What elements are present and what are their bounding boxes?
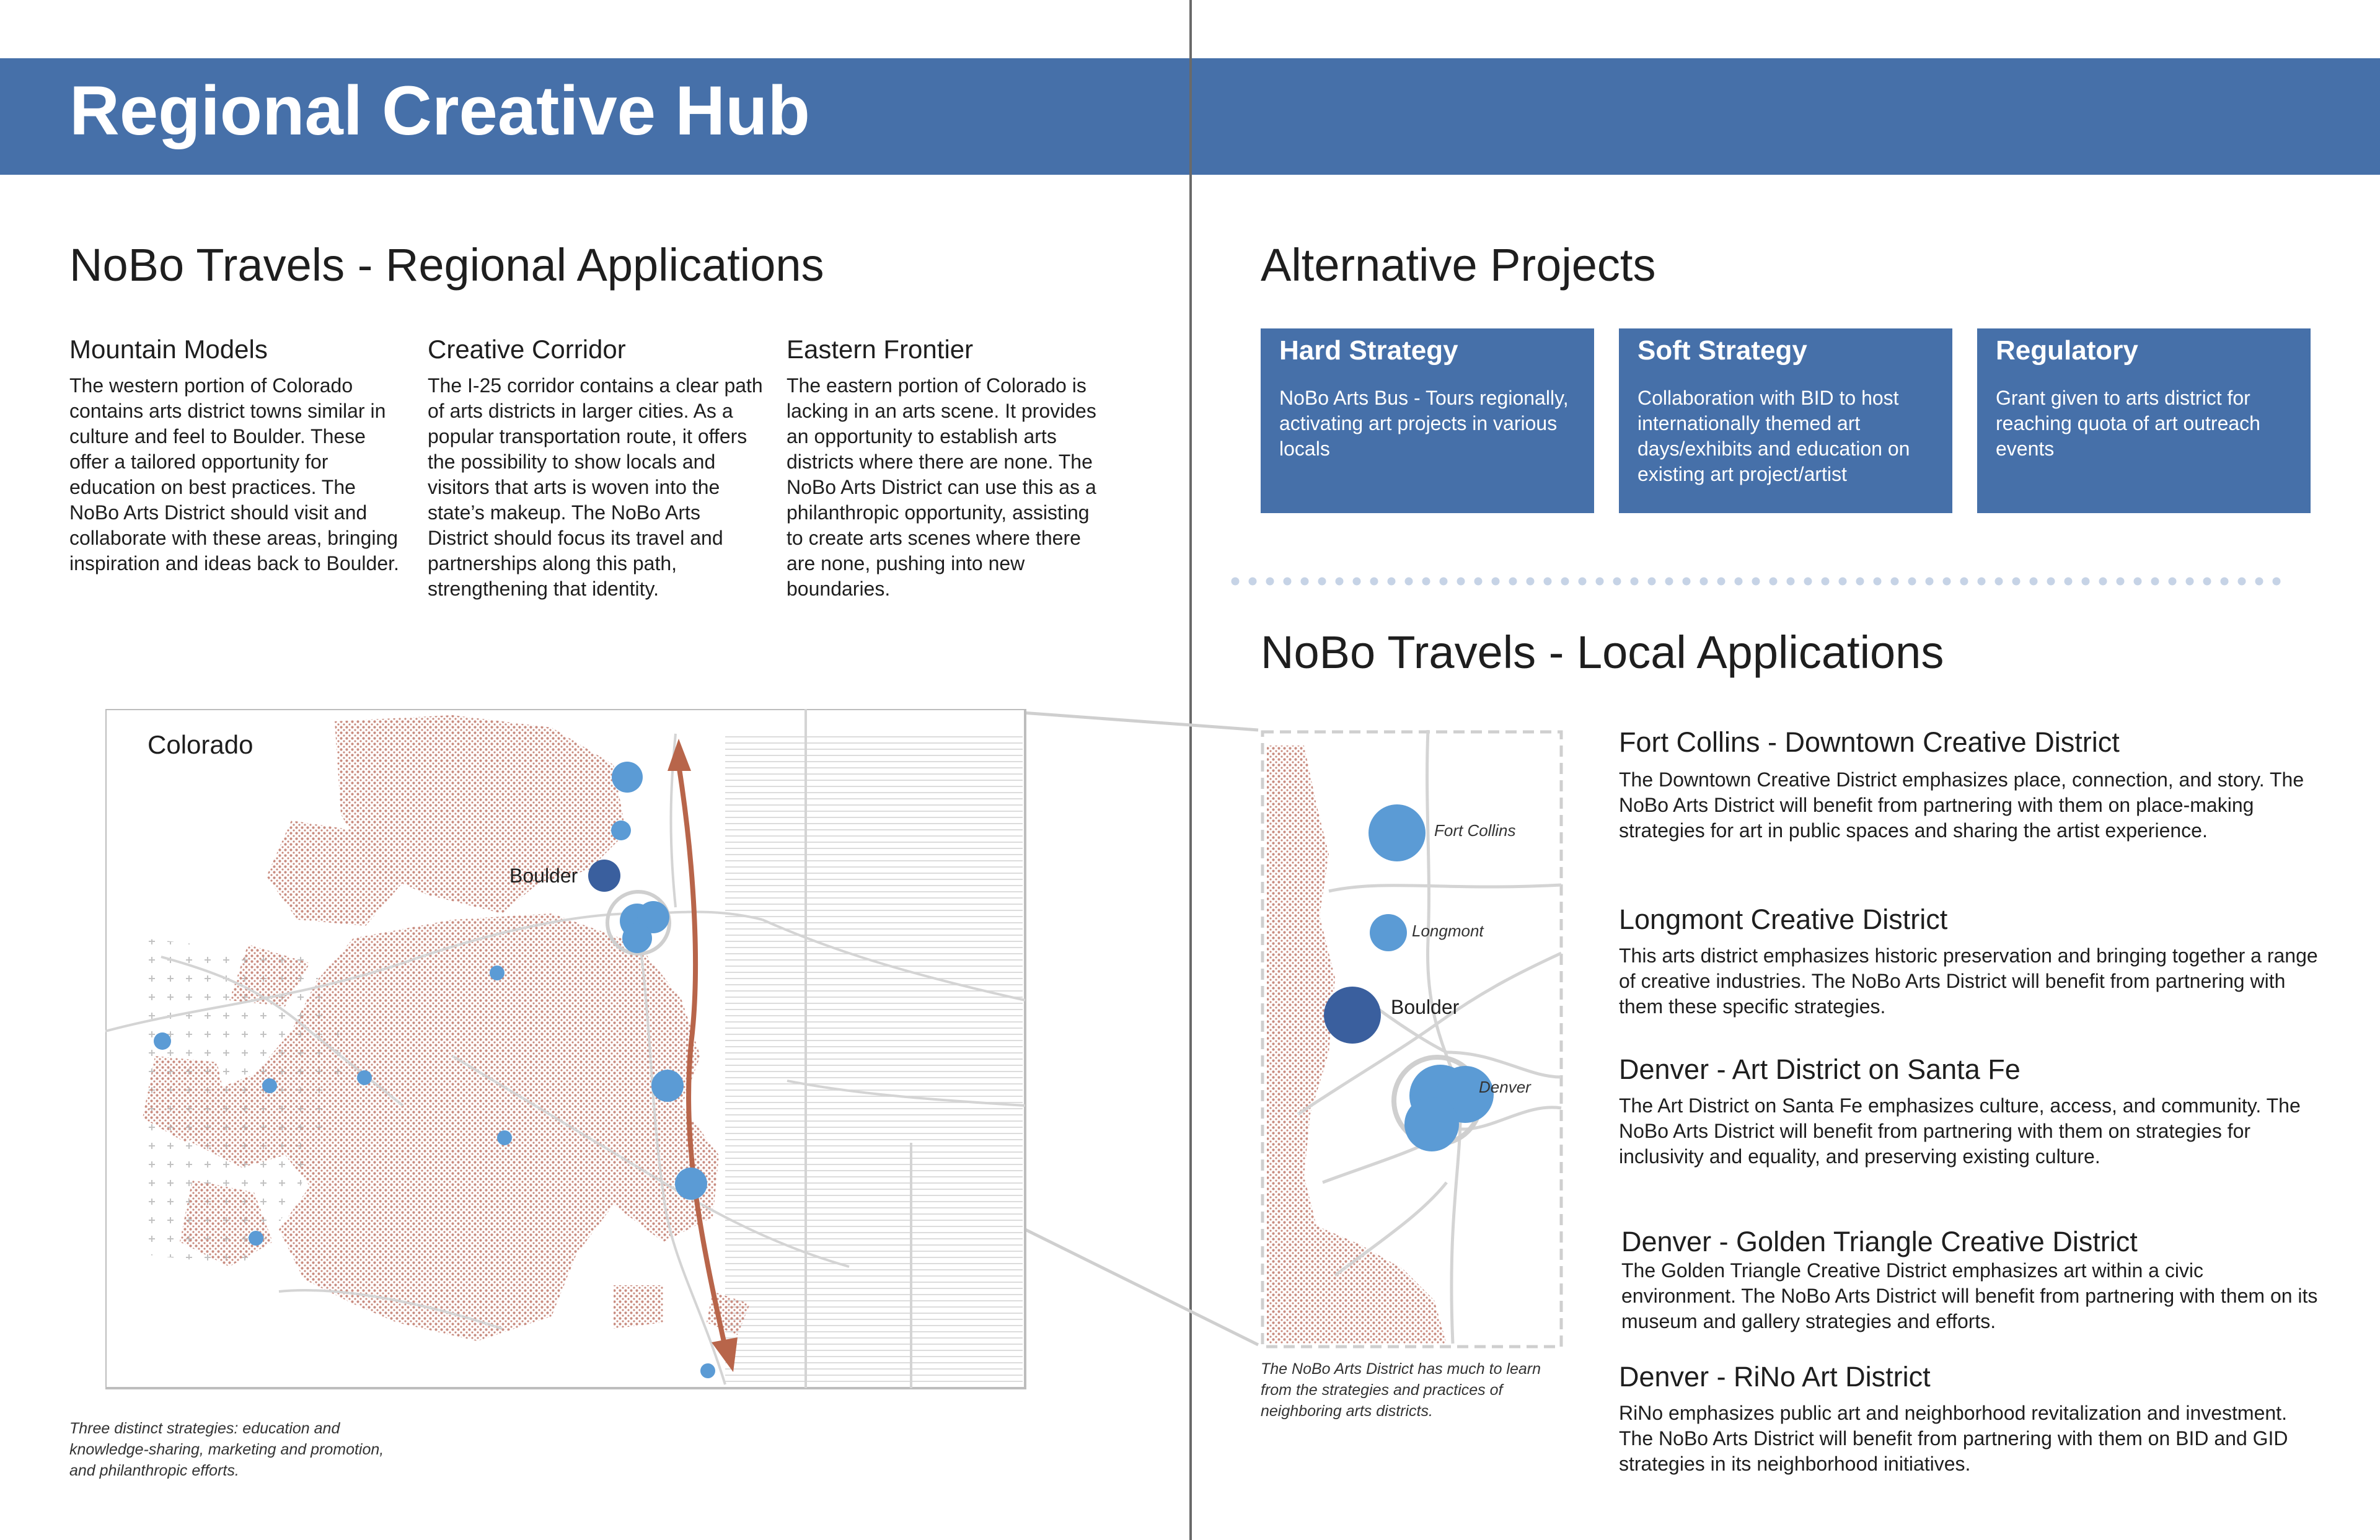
district-dot bbox=[622, 923, 652, 953]
alternatives-heading: Alternative Projects bbox=[1261, 239, 1656, 291]
strategy-card-body: Grant given to arts district for reaching quota of art outreach events bbox=[1996, 387, 2260, 460]
column-body-creative-corridor: The I-25 corridor contains a clear path of arts districts in larger cities. As a popular transportation route, it offers the possibility to show locals and visitors that arts is woven into the state’s makeup. The NoBo Arts District should focus its travel and partnerships along this path, strengthening that identity. bbox=[428, 374, 763, 600]
column-body-eastern-frontier: The eastern portion of Colorado is lacking in an arts scene. It provides an opportunity to establish arts districts where there are none. The NoBo Arts District can use this as a philanthropic opportunity, assisting to create arts scenes where there are none, pushing into new boundaries. bbox=[787, 374, 1096, 600]
regional-map-caption: Three distinct strategies: education and knowledge-sharing, marketing and promotion, and philanthropic efforts. bbox=[69, 1420, 384, 1479]
district-dot bbox=[612, 762, 643, 793]
page-title: Regional Creative Hub bbox=[69, 72, 810, 149]
strategy-card-soft bbox=[1619, 328, 1952, 513]
district-dot bbox=[675, 1168, 707, 1200]
local-inset-map bbox=[1261, 730, 1563, 1349]
eastern-plains-hatch bbox=[725, 734, 1023, 1384]
district-dot bbox=[249, 1231, 263, 1246]
district-dot bbox=[262, 1078, 277, 1093]
colorado-map bbox=[105, 709, 1026, 1389]
column-title-creative-corridor: Creative Corridor bbox=[428, 335, 626, 364]
strategy-card-body: NoBo Arts Bus - Tours regionally, activating art projects in various locals bbox=[1279, 387, 1569, 460]
column-title-eastern-frontier: Eastern Frontier bbox=[787, 335, 974, 364]
local-heading: NoBo Travels - Local Applications bbox=[1261, 627, 1944, 678]
column-body-mountain-models: The western portion of Colorado contains arts district towns similar in culture and feel to Boulder. These offer a tailored opportunity for education on best practices. The NoBo Arts District should visit and collaborate with these areas, bringing inspiration and ideas back to Boulder. bbox=[69, 374, 399, 574]
denver-district-marker bbox=[1404, 1097, 1459, 1151]
district-dot bbox=[357, 1070, 372, 1085]
strategy-card-title: Regulatory bbox=[1996, 335, 2138, 366]
district-dot bbox=[497, 1130, 512, 1145]
dotted-divider bbox=[1230, 575, 2284, 587]
district-dot bbox=[490, 966, 505, 980]
map-label-boulder: Boulder bbox=[1391, 996, 1460, 1018]
district-title-golden-triangle: Denver - Golden Triangle Creative District bbox=[1621, 1226, 2138, 1257]
strategy-card-title: Hard Strategy bbox=[1279, 335, 1458, 366]
strategy-card-title: Soft Strategy bbox=[1637, 335, 1807, 366]
strategy-card-regulatory bbox=[1977, 328, 2311, 513]
district-title-santa-fe: Denver - Art District on Santa Fe bbox=[1619, 1054, 2021, 1085]
boulder-marker bbox=[588, 860, 620, 892]
district-body-longmont: This arts district emphasizes historic preservation and bringing together a range of creative industries. The NoBo Arts District will benefit from partnering with them these specific strategies. bbox=[1619, 944, 2318, 1018]
district-body-santa-fe: The Art District on Santa Fe emphasizes culture, access, and community. The NoBo Arts District will benefit from partnering with them on strategies for inclusivity and equality, and preserving existing culture. bbox=[1619, 1094, 2301, 1168]
map-label-denver: Denver bbox=[1479, 1078, 1531, 1096]
fort-collins-marker bbox=[1368, 804, 1426, 861]
district-title-longmont: Longmont Creative District bbox=[1619, 904, 1948, 935]
strategy-card-hard bbox=[1261, 328, 1594, 513]
district-title-rino: Denver - RiNo Art District bbox=[1619, 1361, 1931, 1393]
local-map-caption: The NoBo Arts District has much to learn from the strategies and practices of neighboring arts districts. bbox=[1261, 1360, 1541, 1420]
district-title-fort-collins: Fort Collins - Downtown Creative District bbox=[1619, 726, 2120, 758]
boulder-marker bbox=[1324, 987, 1381, 1044]
district-body-rino: RiNo emphasizes public art and neighborhood revitalization and investment. The NoBo Arts District will benefit from partnering with them on BID and GID strategies in its neighborhood initiatives. bbox=[1619, 1402, 2288, 1475]
map-state-label: Colorado bbox=[148, 730, 253, 759]
column-title-mountain-models: Mountain Models bbox=[69, 335, 268, 364]
district-body-fort-collins: The Downtown Creative District emphasizes place, connection, and story. The NoBo Arts District will benefit from partnering with them on place-making strategies for art in public spaces and sharing the artist experience. bbox=[1619, 768, 2304, 842]
regional-heading: NoBo Travels - Regional Applications bbox=[69, 239, 824, 291]
district-dot bbox=[700, 1363, 715, 1378]
strategy-card-body: Collaboration with BID to host internationally themed art days/exhibits and education on existing art project/artist bbox=[1637, 387, 1910, 485]
map-label-longmont: Longmont bbox=[1412, 922, 1484, 940]
map-label-fort-collins: Fort Collins bbox=[1434, 821, 1516, 840]
district-dot bbox=[611, 821, 631, 840]
map-boulder-label: Boulder bbox=[509, 865, 578, 887]
district-body-golden-triangle: The Golden Triangle Creative District emphasizes art within a civic environment. The NoBo Arts District will benefit from partnering with them on its museum and gallery strategies and efforts. bbox=[1621, 1259, 2318, 1332]
district-dot bbox=[651, 1070, 684, 1102]
district-dot bbox=[154, 1032, 171, 1050]
longmont-marker bbox=[1370, 914, 1407, 951]
